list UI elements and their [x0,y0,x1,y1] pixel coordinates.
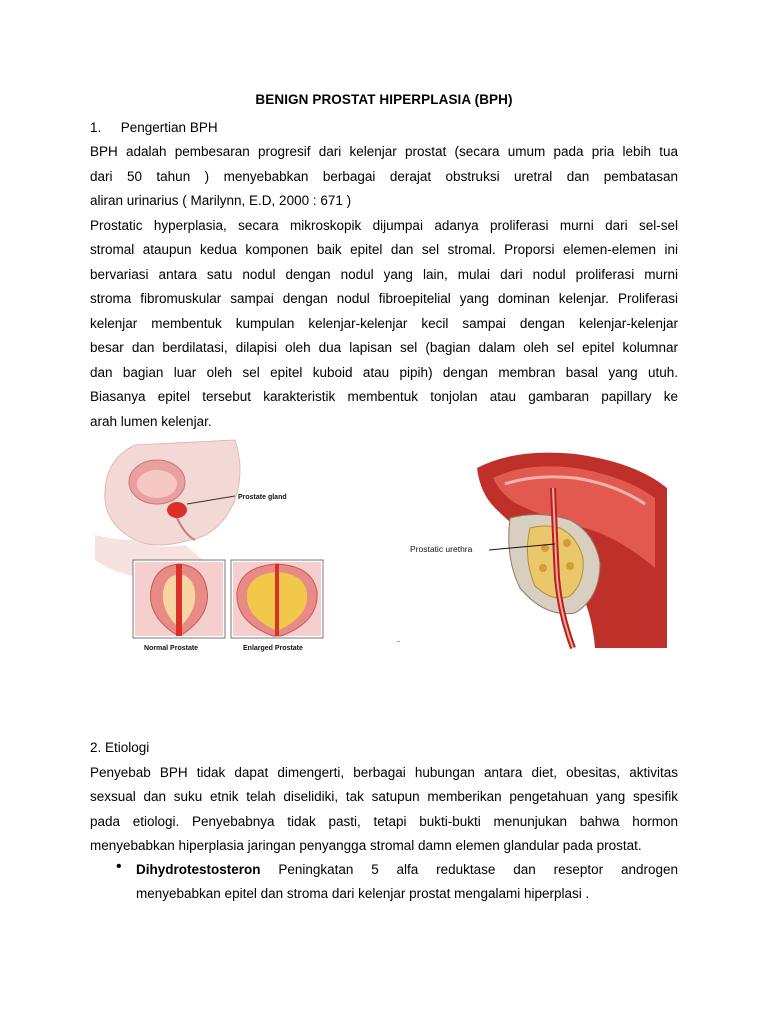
enlarged-prostate-caption: Enlarged Prostate [243,645,303,652]
section1-heading-text: Pengertian BPH [120,120,218,135]
section1-line: BPH adalah pembesaran progresif dari kelenjar prostat (secara umum pada pria lebih tua [90,144,678,159]
section1-heading [90,120,218,135]
section2-heading [90,740,149,755]
bullet-bold-term: Dihydrotestosteron [136,862,261,877]
section1-line: stroma fibromuskular sampai dengan nodul fibroepitelial yang dominan kelenjar. Proliferasi [90,291,678,306]
section1-number: 1. [90,120,102,135]
bullet-marker: • [116,858,122,875]
section2-line: menyebabkan hiperplasia jaringan penyangga stromal damn elemen glandular pada prostat. [90,838,642,853]
section2-heading-text: Etiologi [105,740,150,755]
prostate-anatomy-figure [95,440,335,662]
section1-line: aliran urinarius ( Marilynn, E.D, 2000 : 671 ) [90,193,352,208]
prostate-gland-label: Prostate gland [238,494,287,501]
bullet-line-2: menyebabkan epitel dan stroma dari kelenjar prostat mengalami hiperplasi . [136,886,590,901]
section1-line: kelenjar membentuk kumpulan kelenjar-kelenjar kecil sampai dengan kelenjar-kelenjar [90,316,678,331]
section1-line: dan bagian luar oleh sel epitel kuboid atau pipih) dengan membran basal yang utuh. [90,365,678,380]
section1-line: Prostatic hyperplasia, secara mikroskopik dijumpai adanya proliferasi murni dari sel-sel [90,218,678,233]
prostatic-urethra-illustration [397,448,670,648]
section2-number: 2. [90,740,102,755]
normal-prostate-caption: Normal Prostate [144,645,199,652]
section2-line: sexsual dan suku etnik telah diselidiki, tak satupun memberikan pengetahuan yang spesifik [90,789,678,804]
section1-line: arah lumen kelenjar. [90,414,212,429]
bullet-line-1-rest: Peningkatan 5 alfa reduktase dan reseptor androgen [260,862,678,877]
prostate-anatomy-illustration [95,440,335,662]
prostatic-urethra-label: Prostatic urethra [410,544,473,554]
section2-line: Penyebab BPH tidak dapat dimengerti, berbagai hubungan antara diet, obesitas, aktivitas [90,765,678,780]
section1-line: besar dan berdilatasi, dilapisi oleh dua lapisan sel (bagian dalam oleh sel epitel kolumnar [90,340,678,355]
section1-line: bervariasi antara satu nodul dengan nodul yang lain, mulai dari nodul proliferasi murni [90,267,678,282]
prostatic-urethra-figure [397,448,670,648]
bullet-line-1 [136,862,678,877]
figure-dash: - [397,636,400,646]
section1-line: Biasanya epitel tersebut karakteristik membentuk tonjolan atau gambaran papillary ke [90,389,678,404]
document-title: BENIGN PROSTAT HIPERPLASIA (BPH) [255,92,513,107]
section1-line: stromal ataupun kedua komponen baik epitel dan sel stromal. Proporsi elemen-elemen ini [90,242,678,257]
section2-line: pada etiologi. Penyebabnya tidak pasti, tetapi bukti-bukti menunjukan bahwa hormon [90,814,678,829]
prostate-gland-shape [167,502,187,518]
section1-line: dari 50 tahun ) menyebabkan berbagai derajat obstruksi uretral dan pembatasan [90,169,678,184]
